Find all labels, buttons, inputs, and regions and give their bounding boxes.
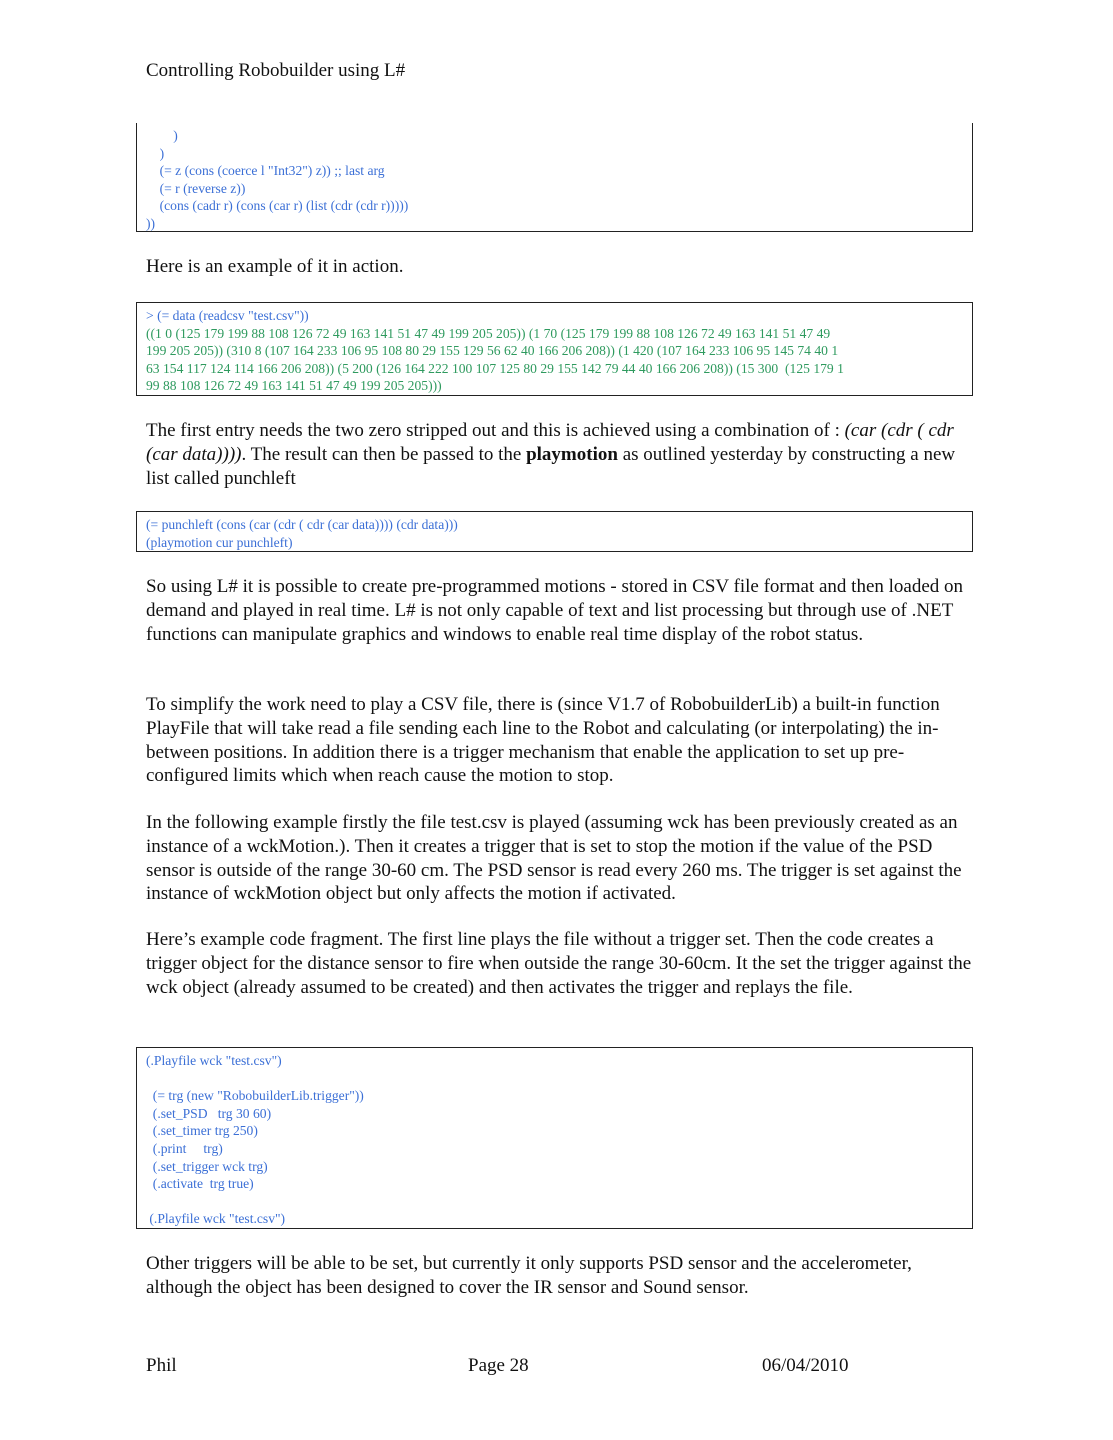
bold-term: playmotion (526, 443, 618, 465)
code-line: (= punchleft (cons (car (cdr ( cdr (car data)))) (cdr data))) (146, 517, 458, 532)
paragraph-example-intro: Here is an example of it in action. (146, 256, 404, 277)
code-line: )) (146, 215, 156, 231)
code-line: (= z (cons (coerce l "Int32") z)) ;; last arg (146, 163, 385, 179)
code-line (146, 1070, 963, 1088)
paragraph-first-entry (146, 419, 976, 490)
running-header: Controlling Robobuilder using L# (146, 60, 406, 81)
code-line: ) (146, 145, 165, 161)
code-line: (.activate trg true) (146, 1176, 254, 1192)
footer-page-number: Page 28 (468, 1355, 529, 1376)
code-line: (.print trg) (146, 1140, 223, 1156)
footer-date: 06/04/2010 (762, 1355, 849, 1376)
code-line: (= trg (new "RobobuilderLib.trigger")) (146, 1088, 364, 1104)
footer-author: Phil (146, 1355, 177, 1376)
code-line (146, 1193, 963, 1211)
code-line: (playmotion cur punchleft) (146, 534, 293, 550)
text-run: as outlined yesterday by constructing a new list called punchleft (146, 443, 956, 489)
italic-expression: (car (cdr ( cdr (car data)))) (146, 420, 954, 465)
code-line: (.set_PSD trg 30 60) (146, 1105, 272, 1121)
code-line: (.Playfile wck "test.csv") (146, 1211, 286, 1227)
paragraph-csv-motions: So using L# it is possible to create pre-programmed motions - stored in CSV file format and then loaded on demand and played in real time. L# is not only capable of text and list processing but through use of .NET functions can manipulate graphics and windows to enable real time display of the robot status. (146, 576, 964, 645)
code-line: (.Playfile wck "test.csv") (146, 1053, 282, 1068)
code-block-trigger (136, 1047, 973, 1229)
code-line: (= r (reverse z)) (146, 180, 246, 196)
repl-prompt-line: > (= data (readcsv "test.csv")) (146, 308, 309, 323)
code-line: ) (146, 128, 178, 143)
paragraph-playfile: To simplify the work need to play a CSV file, there is (since V1.7 of RobobuilderLib) a built-in function PlayFile that will take read a file sending each line to the Robot and calculating (or interpolating) the in-between positions. In addition there is a trigger mechanism that enable the application to set up pre-configured limits which when reach cause the motion to stop. (146, 694, 940, 787)
repl-output-line: ((1 0 (125 179 199 88 108 126 72 49 163 141 51 47 49 199 205 205)) (1 70 (125 179 199 88 108 126 72 49 163 141 51 47 49 (146, 325, 831, 341)
text-run: The first entry needs the two zero stripped out and this is achieved using a combination of : (146, 420, 845, 441)
code-line: (.set_timer trg 250) (146, 1123, 258, 1139)
text-run: . The result can then be passed to the (241, 443, 527, 465)
repl-output-line: 99 88 108 126 72 49 163 141 51 47 49 199 205 205))) (146, 378, 442, 394)
repl-output-line: 63 154 117 124 114 166 206 208)) (5 200 (126 164 222 100 107 125 80 29 155 142 79 44 40 166 206 208)) (15 300 (125 179 1 (146, 360, 844, 376)
code-block-punchleft (136, 511, 973, 552)
code-block-readcsv (136, 302, 973, 396)
code-line: (.set_trigger wck trg) (146, 1158, 268, 1174)
code-line: (cons (cadr r) (cons (car r) (list (cdr (cdr r))))) (146, 198, 409, 214)
code-block-function-tail (136, 123, 973, 232)
repl-output-line: 199 205 205)) (310 8 (107 164 233 106 95 108 80 29 155 129 56 62 40 166 206 208)) (1 420 (107 164 233 106 95 145 74 40 1 (146, 343, 839, 359)
paragraph-following-example: In the following example firstly the file test.csv is played (assuming wck has been previously created as an instance of a wckMotion.). Then it creates a trigger that is set to stop the motion if the value of the PSD sensor is outside of the range 30-60 cm. The PSD sensor is read every 260 ms. The trigger is set against the instance of wckMotion object but only affects the motion if activated. (146, 812, 962, 905)
paragraph-other-triggers: Other triggers will be able to be set, but currently it only supports PSD sensor and the accelerometer, although the object has been designed to cover the IR sensor and Sound sensor. (146, 1253, 912, 1298)
paragraph-code-fragment: Here’s example code fragment. The first line plays the file without a trigger set. Then the code creates a trigger object for the distance sensor to fire when outside the range 30-60cm. It the set the trigger against the wck object (already assumed to be created) and then activates the trigger and replays the file. (146, 929, 972, 998)
